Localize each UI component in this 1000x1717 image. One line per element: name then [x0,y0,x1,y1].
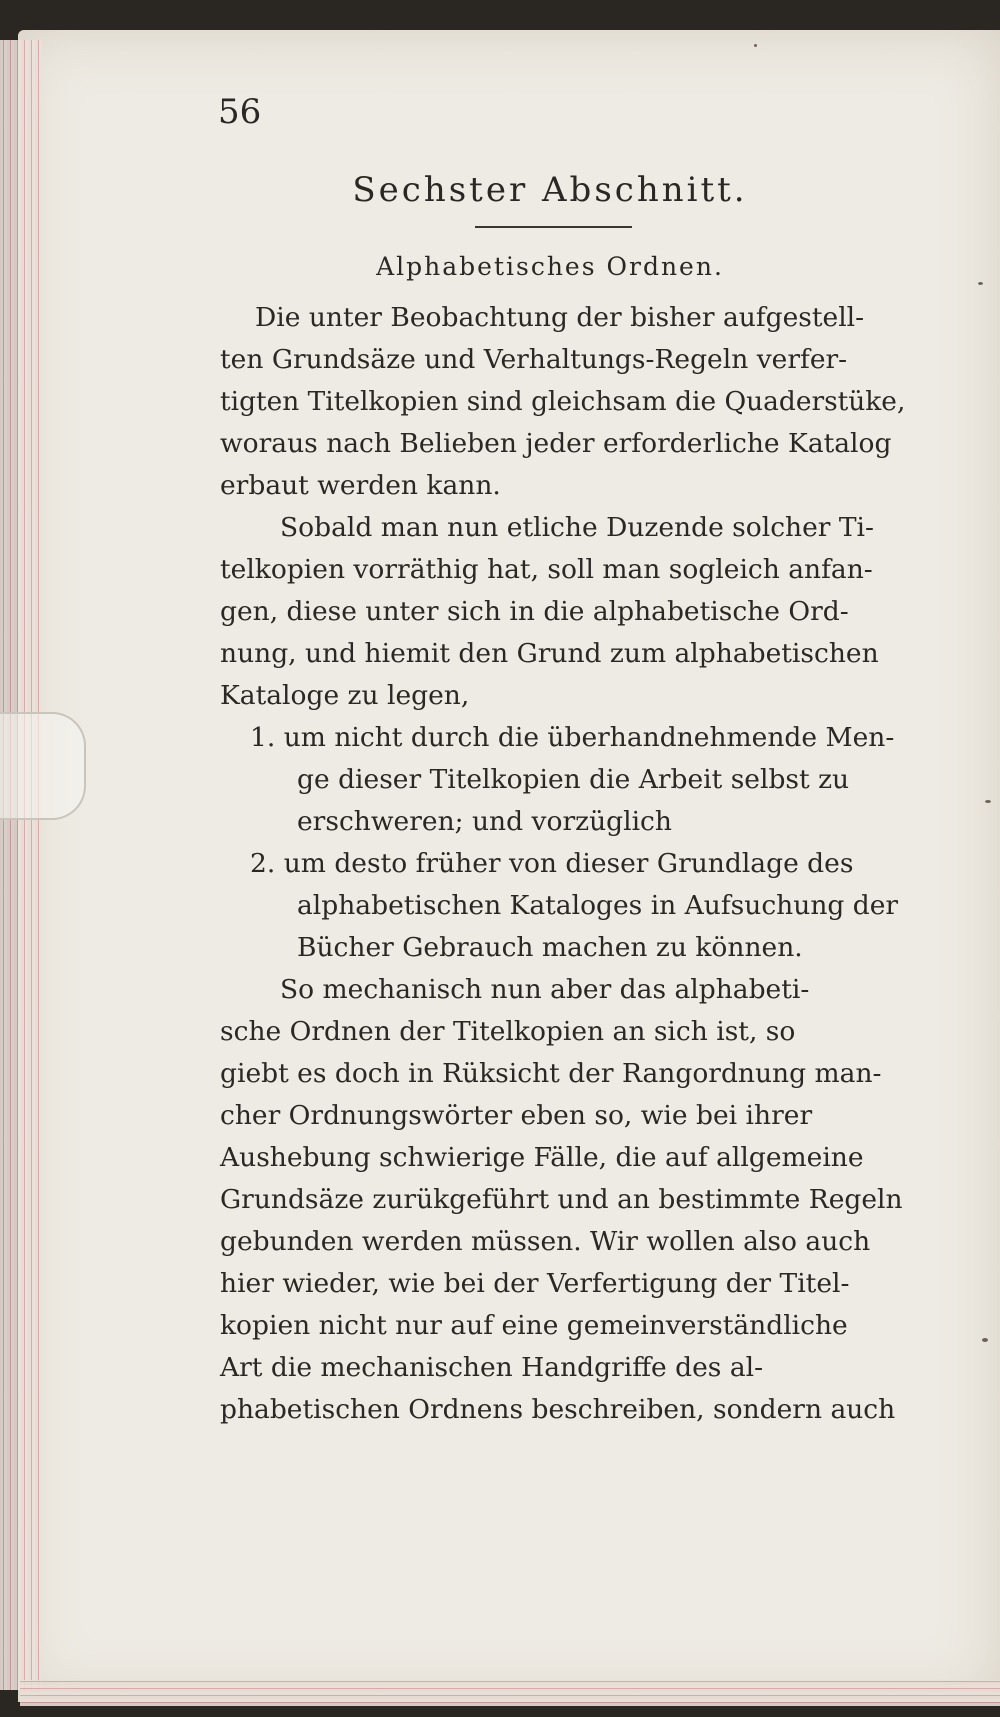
text-line: woraus nach Belieben jeder erforderliche Katalog [220,428,892,459]
text-line: So mechanisch nun aber das alphabeti- [280,974,810,1005]
text-line: Kataloge zu legen, [220,680,470,711]
clip-tab [0,712,86,820]
text-line: giebt es doch in Rüksicht der Rangordnung man- [220,1058,882,1089]
dust-speck [985,800,991,803]
text-line: cher Ordnungswörter eben so, wie bei ihrer [220,1100,813,1131]
text-line: Aushebung schwierige Fälle, die auf allgemeine [220,1142,864,1173]
section-subheading: Alphabetisches Ordnen. [376,252,724,281]
text-line: Grundsäze zurükgeführt und an bestimmte Regeln [220,1184,903,1215]
text-line: ten Grundsäze und Verhaltungs-Regeln verfer- [220,344,848,375]
section-heading: Sechster Abschnitt. [352,170,748,210]
list-item-line: ge dieser Titelkopien die Arbeit selbst zu [297,764,850,795]
page-number: 56 [218,92,262,132]
text-line: kopien nicht nur auf eine gemeinverständliche [220,1310,848,1341]
dust-speck [754,44,757,47]
dust-speck [982,1338,988,1342]
text-line: gen, diese unter sich in die alphabetische Ord- [220,596,849,627]
text-line: Die unter Beobachtung der bisher aufgestell- [255,302,865,333]
text-line: hier wieder, wie bei der Verfertigung der Titel- [220,1268,850,1299]
text-line: tigten Titelkopien sind gleichsam die Quaderstüke, [220,386,906,417]
text-line: telkopien vorräthig hat, soll man sogleich anfan- [220,554,873,585]
text-line: phabetischen Ordnens beschreiben, sondern auch [220,1394,896,1425]
list-item-line: 1. um nicht durch die überhandnehmende Men- [250,722,895,753]
text-line: erbaut werden kann. [220,470,501,501]
page-stack-edge-left [0,40,42,1690]
list-item-line: 2. um desto früher von dieser Grundlage des [250,848,854,879]
text-line: Sobald man nun etliche Duzende solcher Ti- [280,512,874,543]
text-line: gebunden werden müssen. Wir wollen also auch [220,1226,871,1257]
list-item-line: erschweren; und vorzüglich [297,806,672,837]
page-stack-edge-bottom [20,1680,1000,1706]
heading-divider [475,226,632,228]
list-item-line: Bücher Gebrauch machen zu können. [297,932,803,963]
dust-speck [978,282,983,285]
text-line: sche Ordnen der Titelkopien an sich ist, so [220,1016,796,1047]
text-line: nung, und hiemit den Grund zum alphabetischen [220,638,879,669]
text-line: Art die mechanischen Handgriffe des al- [220,1352,764,1383]
list-item-line: alphabetischen Kataloges in Aufsuchung der [297,890,899,921]
